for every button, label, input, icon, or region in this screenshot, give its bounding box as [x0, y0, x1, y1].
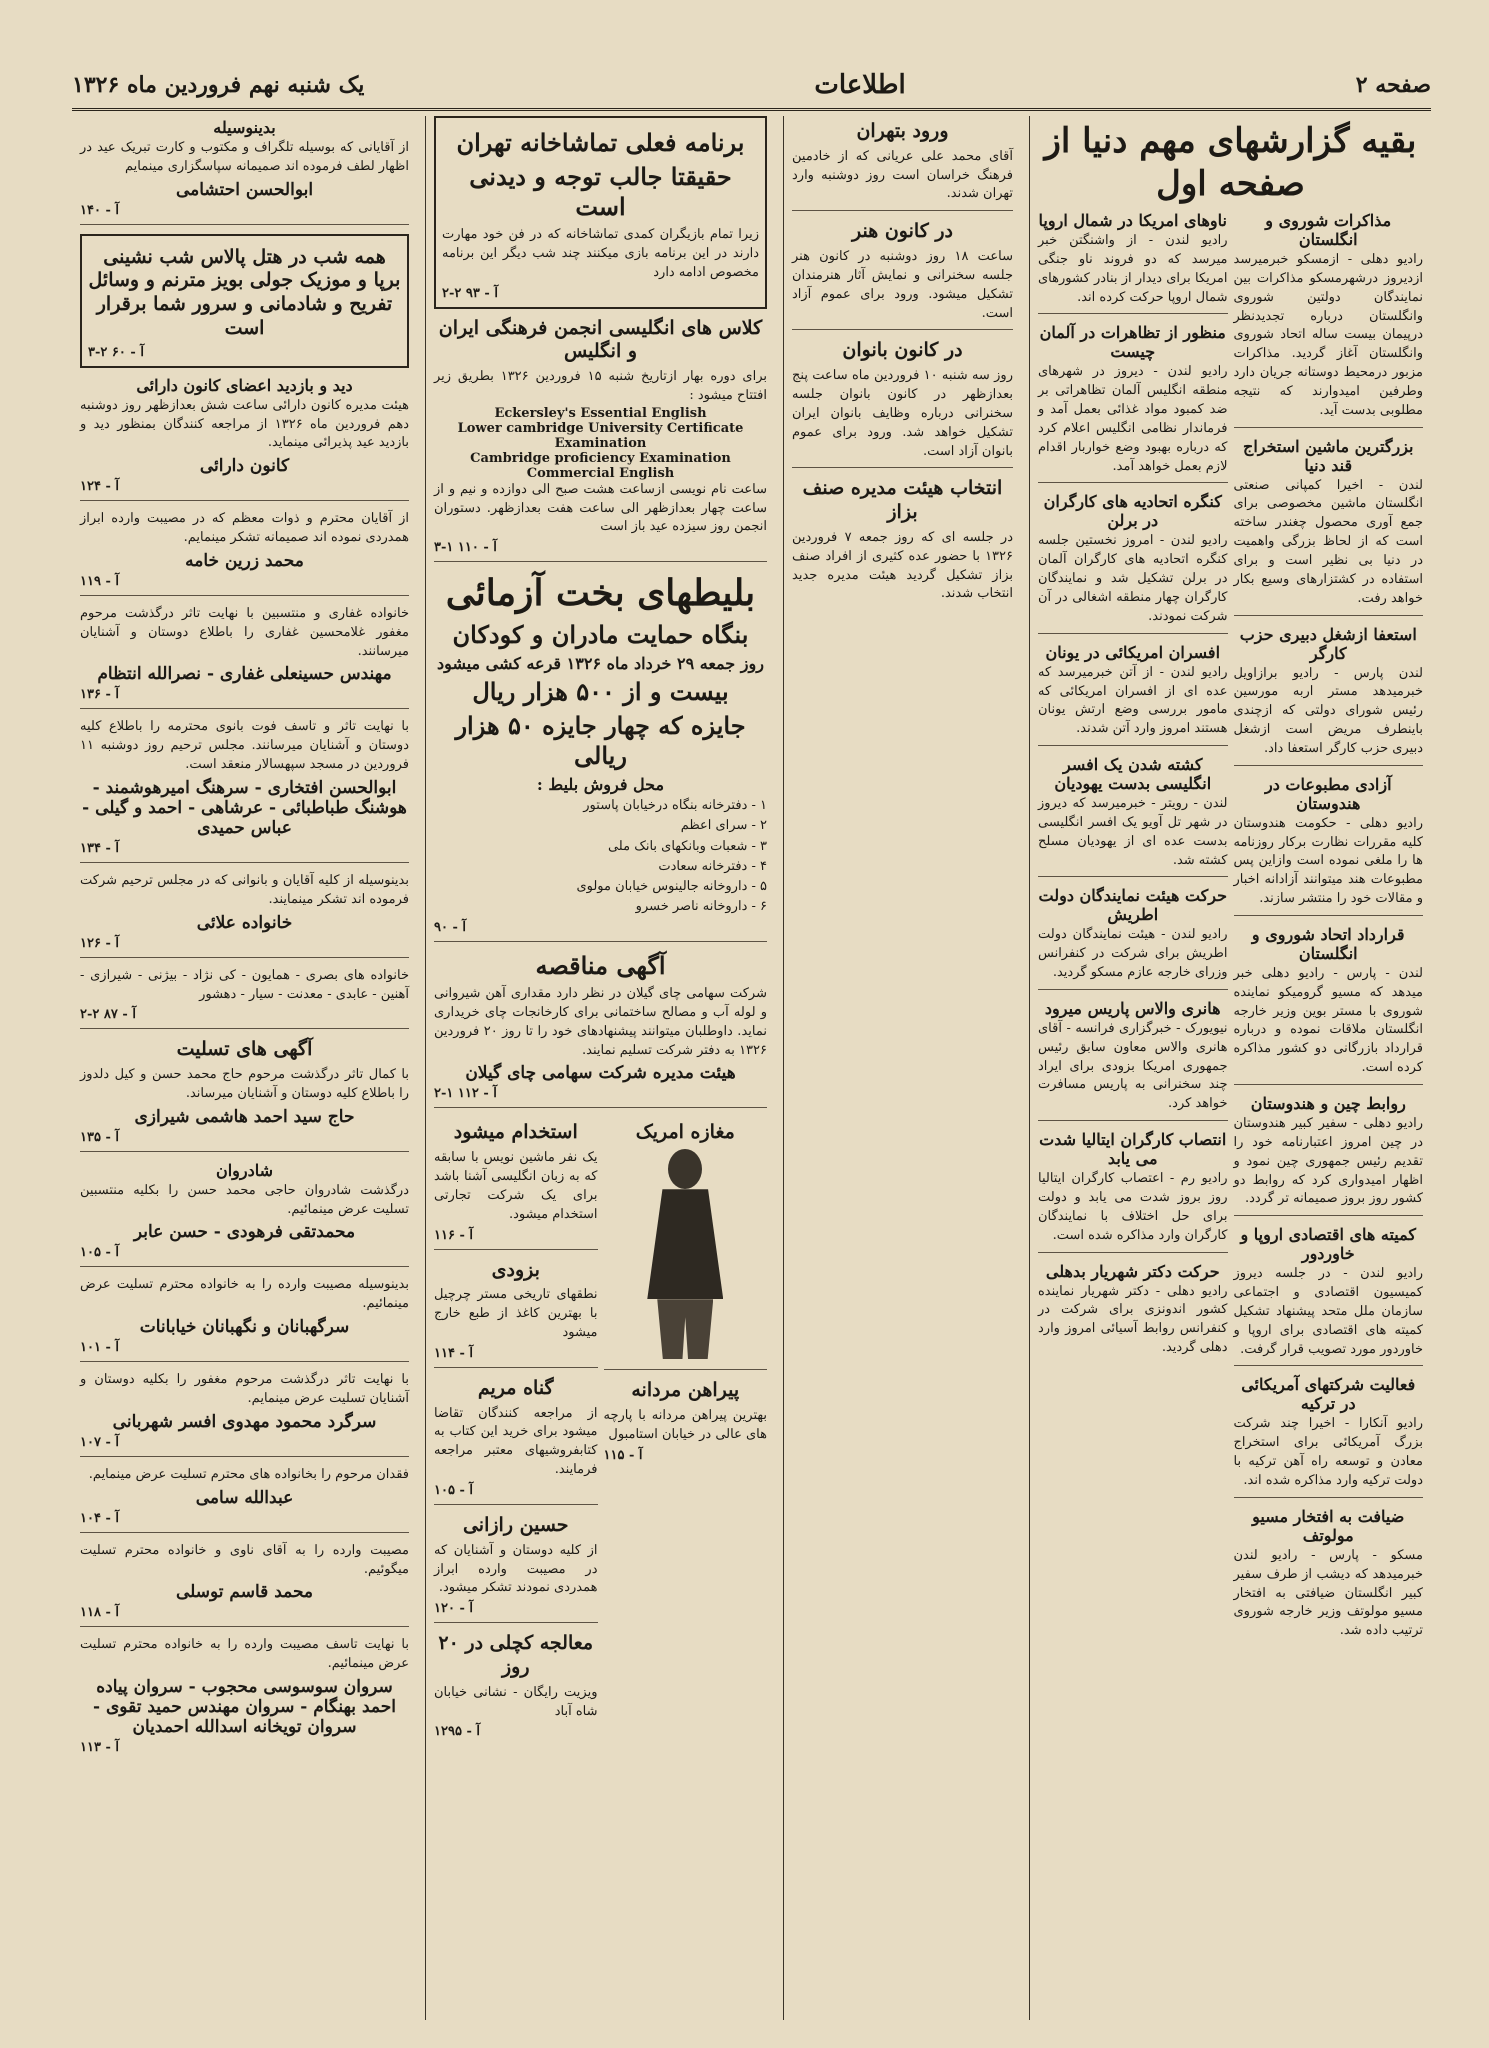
shop-ad-title: مغازه امریک: [635, 1121, 735, 1144]
condolence-section-title: آگهی های تسلیت: [176, 1038, 313, 1061]
world-news-subcolumn-left: [1038, 209, 1228, 1656]
local-news-title: ورود بتهران: [856, 120, 949, 142]
finance-club-title: دید و بازدید اعضای کانون دارائی: [136, 375, 353, 395]
column-local-news: [783, 116, 1021, 2020]
condolence-code: آ - ۱۱۳: [80, 1740, 120, 1756]
tailor-ad-code: آ - ۱۱۵: [603, 1447, 643, 1463]
condolence-text: درگذشت شادروان حاجی محمد حسن را بکلیه منتسبین تسلیت عرض مینمائیم.: [80, 1182, 409, 1217]
lottery-sale-item: ۴ - دفترخانه سعادت: [658, 858, 767, 874]
news-item-title: ناوهای امریکا در شمال اروپا: [1038, 211, 1227, 230]
news-item-text: رادیو دهلی - ازمسکو خبرمیرسد ازدیروز درشهرمسکو مذاکرات بین نمایندگان دولتین شوروی وانگلستان درباره تجدیدنظر درپیمان بیست ساله اتحاد شوروی وانگلستان آغاز گردید. مذاکرات مزبور درمحیط دوستانه جریان دارد وطرفین امیدوارند که نتیجه مطلوبی بدست آید.: [1233, 252, 1423, 418]
condolence-text: با کمال تاثر درگذشت مرحوم حاج محمد حسن و کیل دلدوز را باطلاع کلیه دوستان و آشنایان میرساند.: [80, 1067, 409, 1101]
condolence-signature: مهندس حسینعلی غفاری - نصرالله انتظام: [97, 664, 392, 685]
condolence-code: آ - ۱۰۱: [80, 1340, 120, 1356]
book2-ad: [434, 1377, 598, 1505]
news-item-title: افسران امریکائی در یونان: [1045, 642, 1221, 662]
book2-ad-code: آ - ۱۰۵: [434, 1483, 474, 1498]
news-item-text: لندن - اخیرا کمپانی صنعتی انگلستان ماشین مخصوصی برای جمع آوری محصول چغندر ساخته است که از لحاظ بزرگی واهمیت در دنیا بی نظیر است و برای استفاده در کشتزارهای وسیع بکار خواهد رفت.: [1233, 477, 1423, 606]
course-name-2: Lower cambridge University Certificate Examination: [457, 420, 744, 451]
book2-ad-text: از مراجعه کنندگان تقاضا میشود برای خرید این کتاب به کتابفروشیهای معتبر مراجعه فرمایند.: [434, 1405, 598, 1478]
news-item: [1234, 1094, 1424, 1216]
lottery-sale-title: محل فروش بلیط :: [536, 775, 665, 795]
book-ad: [434, 1259, 598, 1368]
news-item: [1038, 1130, 1228, 1252]
news-item: [1234, 925, 1424, 1085]
lottery-ad: [434, 571, 767, 942]
rent-ad-text: از کلیه دوستان و آشنایان که در مصیبت وارده ابراز همدردی نمودند تشکر میشود.: [434, 1542, 598, 1596]
condolence-text: فقدان مرحوم را بخانواده های محترم تسلیت عرض مینمایم.: [88, 1466, 409, 1482]
english-classes-text: برای دوره بهار ازتاریخ شنبه ۱۵ فروردین ۱۳۲۶ بطریق زیر افتتاح میشود :: [434, 369, 767, 403]
news-item-title: بزرگترین ماشین استخراج قند دنیا: [1242, 436, 1414, 475]
news-item-text: رادیو آنکارا - اخیرا چند شرکت بزرگ آمریکائی برای استخراج معادن و توسعه راه آهن ترکیه با دولت ترکیه وارد مذاکره شده اند.: [1233, 1416, 1423, 1488]
news-item-text: لندن - رویتر - خبرمیرسد که دیروز در شهر تل آویو یک افسر انگلیسی بدست عده ای از یهودیان مسلح کشته شد.: [1038, 796, 1228, 868]
condolence-signature: محمدتقی فرهودی - حسن عابر: [133, 1222, 356, 1243]
local-news-item: [792, 220, 1013, 330]
tailor-ad-text: بهترین پیراهن مردانه با پارچه های عالی در خیابان استامبول: [603, 1407, 767, 1442]
condolence-notice: [80, 1371, 409, 1457]
lottery-subtitle: بنگاه حمایت مادران و کودکان: [452, 620, 749, 650]
condolence-notice: [80, 718, 409, 863]
news-item-title: مذاکرات شوروی و انگلستان: [1265, 211, 1392, 249]
news-item-title: هانری والاس پاریس میرود: [1044, 998, 1221, 1018]
news-item: [1234, 1375, 1424, 1497]
news-item: [1038, 211, 1228, 314]
news-item-text: رادیو دهلی - حکومت هندوستان کلیه مقررات نظارت برکار روزنامه ها را ملغی نموده است وازاین پس مطبوعات هند میتوانند آزادانه اخبار و مقالات خود را منتشر سازند.: [1233, 815, 1423, 907]
book-ad-code: آ - ۱۱۴: [434, 1345, 474, 1361]
book-ad-title: بزودی: [491, 1258, 540, 1281]
news-item: [1038, 643, 1228, 746]
news-item-title: ضیافت به افتخار مسیو مولوتف: [1252, 1506, 1405, 1545]
news-item: [1038, 886, 1228, 990]
condolence-notice: [80, 1542, 409, 1628]
book-ad-text: نطقهای تاریخی مستر چرچیل با بهترین کاغذ از طبع خارج میشود: [434, 1287, 598, 1341]
local-news-text: در جلسه ای که روز جمعه ۷ فروردین ۱۳۲۶ با حضور عده کثیری از افراد صنف بزاز تشکیل گردید هیئت مدیره جدید انتخاب شدند.: [792, 529, 1013, 602]
english-classes-ad: [434, 317, 767, 563]
local-news-item: [792, 339, 1013, 468]
condolence-text: با نهایت تاثر و تاسف فوت بانوی محترمه را باطلاع کلیه دوستان و آشنایان میرسانند. مجلس ترحیم روز دوشنبه ۱۱ فروردین در مسجد سپهسالار منعقد است.: [80, 719, 409, 773]
news-item-text: رادیو رم - اعتصاب کارگران ایتالیا روز بروز شدت می یابد و دولت برای حل اختلاف با نمایندگان کارگران وارد مذاکره شده است.: [1038, 1171, 1228, 1243]
tender-signature: هیئت مدیره شرکت سهامی چای گیلان: [465, 1063, 736, 1084]
lottery-sale-list: [434, 796, 767, 917]
tender-text: شرکت سهامی چای گیلان در نظر دارد مقداری آهن شیروانی و لوله آب و مصالح ساختمانی برای کارخانجات چای خریداری نماید. داوطلبان میتوانند پیشنهادهای خود را تا روز ۲۰ فروردین ۱۳۲۶ به دفتر شرکت تسلیم نمایند.: [434, 986, 767, 1058]
news-item: [1038, 999, 1228, 1121]
column-world-news: [1029, 116, 1431, 2020]
condolence-notice: [80, 510, 409, 596]
condolence-code: آ - ۱۱۹: [80, 573, 120, 589]
theatre-ad: [434, 116, 767, 309]
course-name-3: Cambridge proficiency Examination: [470, 450, 731, 466]
theatre-ad-code: آ - ۹۳ ۲-۲: [442, 285, 498, 301]
news-item-text: رادیو لندن - امروز نخستین جلسه کنگره اتحادیه های کارگران آلمان در برلن تشکیل شد و نمایندگان کارگران چهار منطقه اشغالی در آن شرکت نمودند.: [1038, 533, 1228, 624]
condolence-code: آ - ۱۳۴: [80, 840, 120, 856]
world-news-subcolumn-right: [1234, 209, 1424, 1656]
newspaper-name: اطلاعات: [814, 70, 906, 100]
condolence-text: با نهایت تاسف مصیبت وارده را به خانواده محترم تسلیت عرض مینمائیم.: [80, 1637, 409, 1672]
condolence-text: بدینوسیله از کلیه آقایان و بانوانی که در مجلس ترحیم شرکت فرموده اند تشکر مینمایند.: [80, 872, 409, 907]
english-classes-title: کلاس های انگلیسی انجمن فرهنگی ایران و انگلیس: [438, 316, 763, 363]
condolence-signature: سروان سوسوسی محجوب - سروان پیاده احمد بهنگام - سروان مهندس حمید تقوی - سروان تویخانه اسدالله احمدیان: [93, 1677, 396, 1738]
condolence-notice: [80, 872, 409, 958]
tailor-ad: [604, 1379, 768, 1468]
news-item-text: رادیو دهلی - دکتر شهریار نماینده کشور اندونزی برای شرکت در کنفرانس روابط آسیائی امروز وارد دهلی گردید.: [1038, 1283, 1228, 1356]
small-ads-row: [434, 1117, 767, 1754]
condolence-code: آ - ۱۱۸: [80, 1605, 120, 1621]
lottery-sale-item: ۱ - دفترخانه بنگاه درخیابان پاستور: [583, 798, 767, 814]
world-news-headline: بقیه گزارشهای مهم دنیا از صفحه اول: [1044, 121, 1417, 204]
news-item-title: قرارداد اتحاد شوروی و انگلستان: [1251, 924, 1405, 963]
condolence-signature: سرگرد محمود مهدوی افسر شهربانی: [112, 1411, 377, 1432]
clinic-ad-text: ویزیت رایگان - نشانی خیابان شاه آباد: [434, 1684, 598, 1719]
news-item-title: حرکت هیئت نمایندگان دولت اطریش: [1038, 886, 1227, 925]
news-item: [1038, 492, 1228, 633]
rent-ad-title: حسین رازانی: [462, 1514, 569, 1536]
condolence-text: با نهایت تاثر درگذشت مرحوم مغفور را بکلیه دوستان و آشنایان تسلیت عرض مینمایم.: [80, 1372, 409, 1406]
news-item-text: رادیو لندن - دیروز در شهرهای منطقه انگلیس آلمان تظاهراتی بر ضد کمبود مواد غذائی بعمل آمد و فرماندار نظامی انگلیس اعلام کرد که درباره بهبود وضع خواربار اقدام لازم بعمل خواهد آمد.: [1038, 364, 1228, 474]
notice-signature: ابوالحسن احتشامی: [175, 179, 314, 200]
palace-hotel-text: همه شب در هتل پالاس شب نشینی برپا و موزیک جولی بویز مترنم و وسائل تفریح و شادمانی و سرور شما برقرار است: [88, 245, 401, 339]
news-item: [1038, 323, 1228, 483]
tender-code: آ - ۱۱۲ ۱-۲: [434, 1086, 497, 1102]
news-item-text: لندن - پارس - رادیو دهلی خبر میدهد که مسیو گرومیکو نماینده شوروی با مستر بوین وزیر خارجه انگلستان ملاقات نموده و درباره قرارداد بازرگانی دو کشور مذاکره کرده است.: [1233, 965, 1423, 1076]
condolence-code: آ - ۱۰۴: [80, 1510, 120, 1526]
condolence-notice: [80, 605, 409, 710]
condolence-signature: عبدالله سامی: [195, 1487, 294, 1508]
english-classes-code: آ - ۱۱۰ ۱-۳: [434, 540, 497, 556]
notice-text: از آقایانی که بوسیله تلگراف و مکتوب و کارت تبریک عید در اظهار لطف فرموده اند صمیمانه سپاسگزاری مینمایم: [80, 140, 409, 174]
news-item: [1038, 755, 1228, 877]
news-item-text: رادیو لندن - هیئت نمایندگان دولت اطریش برای شرکت در کنفرانس وزرای خارجه عازم مسکو گردید.: [1038, 927, 1228, 981]
lottery-code: آ - ۹۰: [434, 920, 467, 936]
condolence-signature: ابوالحسن افتخاری - سرهنگ امیرهوشمند - هوشنگ طباطبائی - عرشاهی - احمد و گیلی - عباس حمیدی: [82, 777, 407, 838]
condolence-notice: [80, 1636, 409, 1761]
local-news-title: در کانون هنر: [852, 220, 953, 243]
condolence-code: آ - ۸۷ ۲-۲: [80, 1007, 136, 1023]
news-item-title: انتصاب کارگران ایتالیا شدت می یابد: [1039, 1130, 1227, 1169]
news-item-title: حرکت دکتر شهریار بدهلی: [1045, 1261, 1220, 1281]
local-news-text: روز سه شنبه ۱۰ فروردین ماه ساعت پنج بعدازظهر در کانون بانوان جلسه سخنرانی درباره وظایف بانوان ایران تشکیل خواهد شد. ورود برای عموم بانوان آزاد است.: [792, 368, 1013, 459]
local-news-text: ساعت ۱۸ روز دوشنبه در کانون هنر جلسه سخنرانی و نمایش آثار هنرمندان تشکیل میشود. ورود برای عموم آزاد است.: [792, 249, 1013, 321]
news-item: [1234, 437, 1424, 616]
news-item-title: کنگره اتحادیه های کارگران در برلن: [1043, 492, 1222, 531]
news-item-title: فعالیت شرکتهای آمریکائی در ترکیه: [1241, 1375, 1416, 1414]
local-news-item: [792, 120, 1013, 211]
column-advertisements: [425, 116, 775, 2020]
small-ads-right: [604, 1117, 768, 1754]
condolence-signature: خانواده علائی: [196, 912, 293, 933]
condolence-code: آ - ۱۲۶: [80, 935, 120, 951]
local-news-item: [792, 477, 1013, 610]
lottery-prize-1: بیست و از ۵۰۰ هزار ریال: [472, 677, 729, 707]
finance-club-notice: [80, 376, 409, 502]
news-item-title: کشته شدن یک افسر انگلیسی بدست یهودیان: [1054, 755, 1212, 794]
lottery-sale-item: ۲ - سرای اعظم: [680, 818, 767, 834]
condolence-code: آ - ۱۳۵: [80, 1129, 120, 1145]
palace-hotel-ad: [80, 234, 409, 368]
news-item-text: مسکو - پارس - رادیو لندن خبرمیدهد که دیشب از طرف سفیر کبیر انگلستان ضیافتی به افتخار مسیو مولوتف وزیر خارجه شوروی ترتیب داده شد.: [1233, 1547, 1423, 1639]
news-item-title: استعفا ازشغل دبیری حزب کارگر: [1239, 624, 1417, 663]
news-item-title: آزادی مطبوعات در هندوستان: [1264, 774, 1392, 813]
clinic-ad-code: آ - ۱۲۹۵: [434, 1724, 480, 1740]
news-item-text: رادیو لندن - در جلسه دیروز کمیسیون اقتصادی و اجتماعی سازمان ملل متحد پیشنهاد تشکیل کمیته های اقتصادی برای اروپا و خاوردور مورد تصویب قرار گرفت.: [1233, 1266, 1423, 1357]
condolence-signature: محمد زرین خامه: [185, 550, 304, 571]
condolence-notice: [80, 1276, 409, 1362]
course-name-4: Commercial English: [526, 465, 675, 481]
theatre-ad-text: زیرا تمام بازیگران کمدی تماشاخانه که در فن خود مهارت دارند در این برنامه بازی میکنند چند شب دیگر این برنامه مخصوص ادامه دارد: [442, 227, 759, 280]
book2-ad-title: گناه مریم: [477, 1376, 554, 1399]
news-item-title: کمیته های اقتصادی اروپا و خاوردور: [1240, 1225, 1416, 1264]
palace-hotel-code: آ - ۶۰ ۲-۳: [88, 344, 144, 360]
tailor-ad-title: پیراهن مردانه: [631, 1379, 740, 1402]
tender-title: آگهی مناقصه: [535, 951, 666, 981]
lottery-sale-item: ۳ - شعبات وبانکهای بانک ملی: [607, 838, 767, 854]
man-in-suit-illustration: [625, 1149, 745, 1359]
news-item: [1234, 1225, 1424, 1366]
news-item: [1038, 1262, 1228, 1364]
small-ads-left: [434, 1117, 598, 1754]
condolence-notice: [80, 1161, 409, 1268]
english-classes-text-2: ساعت نام نویسی ازساعت هشت صبح الی دوازده و نیم و از ساعت چهار بعدازظهر الی ساعت هفت بعدازظهر. دستوران انجمن روز سیزده عید باز است: [434, 481, 767, 535]
condolence-title: شادروان: [215, 1160, 274, 1180]
hire-ad-text: یک نفر ماشین نویس با سابقه که به زبان انگلیسی آشنا باشد برای یک شرکت تجارتی استخدام میشود.: [434, 1150, 598, 1222]
hire-ad-title: استخدام میشود: [453, 1121, 578, 1144]
course-name-1: Eckersley's Essential English: [494, 405, 707, 421]
news-item: [1234, 211, 1424, 428]
news-item-text: رادیو دهلی - سفیر کبیر هندوستان در چین امروز اعتبارنامه خود را تقدیم رئیس جمهوری چین نمود و اظهار امیدواری کرد که روابط دو کشور روز بروز صمیمانه تر گردد.: [1233, 1116, 1423, 1207]
local-news-text: آقای محمد علی عریانی که از خادمین فرهنگ خراسان است روز دوشنبه وارد تهران شدند.: [792, 148, 1013, 202]
condolence-code: آ - ۱۰۵: [80, 1245, 120, 1261]
thanks-notice-ehteshami: [80, 118, 409, 225]
news-item-title: منظور از تظاهرات در آلمان چیست: [1039, 323, 1226, 362]
condolence-code: آ - ۱۰۷: [80, 1434, 120, 1450]
condolence-signature: محمد قاسم توسلی: [175, 1582, 314, 1603]
condolence-text: خانواده های بصری - همایون - کی نژاد - بیژنی - شیرازی - آهنین - عابدی - معدنت - سیار - دهشور: [80, 967, 409, 1002]
news-item-text: لندن پارس - رادیو برازاویل خبرمیدهد مستر اربه مورسین رئیس شورای دولتی که ازچندی باینطرف مریض است ازشغل دبیری حزب کارگر استعفا داد.: [1233, 665, 1423, 756]
hire-ad: [434, 1121, 598, 1249]
rent-ad: [434, 1514, 598, 1623]
lottery-title: بلیطهای بخت آزمائی: [445, 572, 756, 615]
condolence-text: بدینوسیله مصیبت وارده را به خانواده محترم تسلیت عرض مینمائیم.: [80, 1277, 409, 1312]
shop-ad: [604, 1121, 768, 1370]
news-item: [1234, 1507, 1424, 1647]
condolence-text: خانواده غفاری و منتسبین با نهایت تاثر درگذشت مرحوم مغفور غلامحسین غفاری را باطلاع دوستان و آشنایان میرسانند.: [80, 605, 409, 659]
finance-club-signature: کانون دارائی: [199, 456, 290, 477]
column-notices: [72, 116, 417, 2020]
world-news-body: [1038, 209, 1423, 1656]
local-news-title: انتخاب هیئت مدیره صنف بزاز: [802, 477, 1003, 524]
issue-date: یک شنبه نهم فروردین ماه ۱۳۲۶: [72, 72, 365, 98]
condolence-notice: [80, 1466, 409, 1533]
news-item: [1234, 625, 1424, 766]
clinic-ad-title: معالجه کچلی در ۲۰ روز: [438, 1632, 594, 1679]
rent-ad-code: آ - ۱۲۰: [434, 1601, 474, 1617]
page-number: صفحه ۲: [1355, 72, 1431, 98]
lottery-sale-item: ۵ - داروخانه جالینوس خیابان مولوی: [576, 878, 767, 894]
tender-ad: [434, 951, 767, 1108]
hire-ad-code: آ - ۱۱۶: [434, 1227, 474, 1243]
condolence-notice: [80, 967, 409, 1030]
news-item-text: رادیو لندن - از آتن خبرمیرسد که عده ای از افسران امریکائی که مامور بررسی وضع ارتش یونان هستند امروز وارد آتن شدند.: [1038, 664, 1228, 737]
condolence-notice: [80, 1066, 409, 1152]
finance-club-code: آ - ۱۲۴: [80, 479, 120, 495]
condolence-text: مصیبت وارده را به آقای ناوی و خانواده محترم تسلیت میگوئیم.: [80, 1542, 409, 1577]
condolence-signature: سرگهبانان و نگهبانان خیابانات: [139, 1317, 350, 1338]
lottery-sale-item: ۶ - داروخانه ناصر خسرو: [635, 898, 767, 914]
news-item-text: رادیو لندن - از واشنگتن خبر میرسد که دو فروند ناو جنگی امریکا برای دیدار از بنادر کشورهای شمال اروپا حرکت کرده اند.: [1038, 233, 1228, 305]
notice-title: بدینوسیله: [213, 118, 276, 137]
columns: [72, 116, 1431, 2020]
news-item-title: روابط چین و هندوستان: [1250, 1094, 1406, 1113]
condolence-signature: حاج سید احمد هاشمی شیرازی: [134, 1106, 355, 1127]
finance-club-text: هیئت مدیره کانون دارائی ساعت شش بعدازظهر روز دوشنبه دهم فروردین ماه ۱۳۲۶ از مراجعه کنندگان بمنظور دید و بازدید عید پذیرائی مینماید.: [80, 397, 409, 451]
lottery-prize-2: جایزه که چهار جایزه ۵۰ هزار ریالی: [455, 711, 746, 771]
theatre-ad-title: برنامه فعلی تماشاخانه تهران: [456, 128, 745, 157]
condolence-notices: [80, 510, 409, 1761]
condolence-code: آ - ۱۳۶: [80, 687, 120, 703]
news-item: [1234, 775, 1424, 916]
lottery-date: روز جمعه ۲۹ خرداد ماه ۱۳۲۶ قرعه کشی میشود: [437, 654, 764, 674]
local-news-title: در کانون بانوان: [842, 339, 963, 362]
clinic-ad: [434, 1632, 598, 1745]
news-item-text: نیویورک - خبرگزاری فرانسه - آقای هانری والاس معاون سابق رئیس جمهوری امریکا بزودی برای ایراد چند سخنرانی به پاریس مسافرت خواهد کرد.: [1038, 1020, 1228, 1112]
notice-code: آ - ۱۴۰: [80, 202, 120, 218]
masthead: [72, 62, 1431, 111]
theatre-ad-subtitle: حقیقتا جالب توجه و دیدنی است: [469, 162, 732, 221]
condolence-text: از آقایان محترم و ذوات معظم که در مصیبت وارده ابراز همدردی نموده اند صمیمانه تشکر مینمایم.: [80, 511, 409, 546]
